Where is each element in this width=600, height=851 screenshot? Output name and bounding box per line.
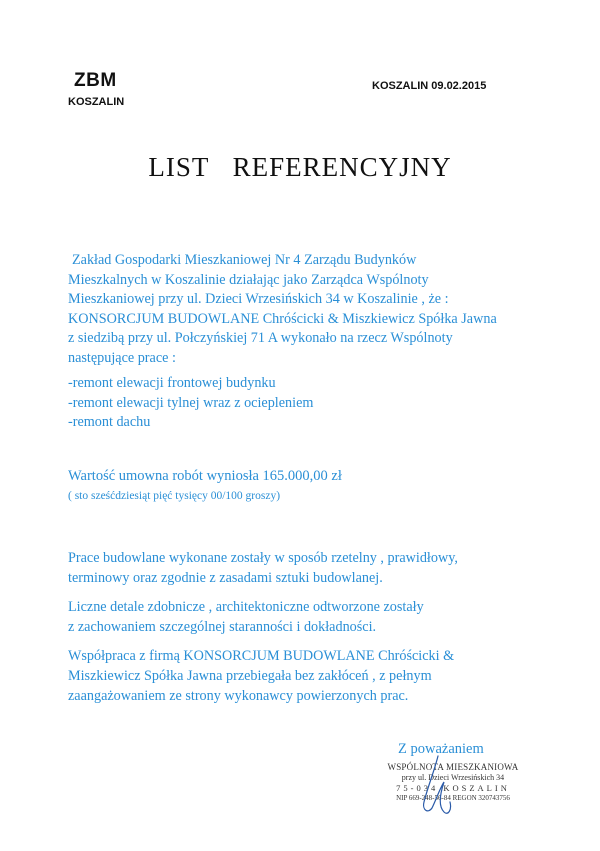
paragraph-line: Liczne detale zdobnicze , architektoniczne odtworzone zostały (68, 599, 424, 615)
quality-paragraph (68, 548, 458, 588)
stamp-line: 75-034 KOSZALIN (396, 783, 510, 793)
paragraph-line: z zachowaniem szczególnej staranności i dokładności. (68, 619, 377, 635)
handwritten-signature (410, 752, 470, 822)
place-and-date: KOSZALIN 09.02.2015 (372, 80, 487, 92)
details-paragraph (68, 597, 424, 637)
paragraph-line: Prace budowlane wykonane zostały w sposób rzetelny , prawidłowy, (68, 550, 458, 566)
works-list-item: -remont dachu (68, 414, 151, 430)
works-list-item: -remont elewacji tylnej wraz z ociepleniem (68, 394, 314, 411)
stamp-line: przy ul. Dzieci Wrzesińskich 34 (401, 773, 505, 782)
intro-line: Mieszkalnych w Koszalinie działając jako Zarządca Wspólnoty (68, 271, 429, 288)
intro-line: KONSORCJUM BUDOWLANE Chróścicki & Miszkiewicz Spółka Jawna (68, 310, 497, 327)
works-list-item: -remont elewacji frontowej budynku (68, 375, 276, 391)
intro-line: Mieszkaniowej przy ul. Dzieci Wrzesińskich 34 w Koszalinie , że : (68, 291, 449, 307)
stamp-line: NIP 669-248-56-84 REGON 320743756 (396, 794, 510, 802)
intro-line: następujące prace : (68, 349, 176, 366)
paragraph-line: Miszkiewicz Spółka Jawna przebiegała bez zakłóceń , z pełnym (68, 668, 432, 684)
paragraph-line: Współpraca z firmą KONSORCJUM BUDOWLANE Chróścicki & (68, 648, 455, 664)
organization-city: KOSZALIN (68, 96, 125, 108)
intro-paragraph (68, 251, 568, 368)
works-list (68, 374, 313, 433)
cooperation-paragraph (68, 646, 454, 706)
organization-name: ZBM (74, 70, 117, 91)
paragraph-line: zaangażowaniem ze strony wykonawcy powierzonych prac. (68, 688, 409, 704)
intro-line: z siedzibą przy ul. Połczyńskiej 71 A wykonało na rzecz Wspólnoty (68, 330, 453, 346)
stamp-line: WSPÓLNOTA MIESZKANIOWA (387, 762, 519, 772)
paragraph-line: terminowy oraz zgodnie z zasadami sztuki budowlanej. (68, 570, 383, 586)
document-title: LIST REFERENCYJNY (148, 152, 452, 182)
organization-header (68, 70, 124, 108)
intro-line: Zakład Gospodarki Mieszkaniowej Nr 4 Zarządu Budynków (72, 252, 417, 268)
closing-salutation: Z poważaniem (398, 741, 484, 757)
contract-value: Wartość umowna robót wyniosła 165.000,00 zł (68, 468, 342, 484)
contract-value-in-words: ( sto sześćdziesiąt pięć tysięcy 00/100 groszy) (68, 490, 281, 502)
